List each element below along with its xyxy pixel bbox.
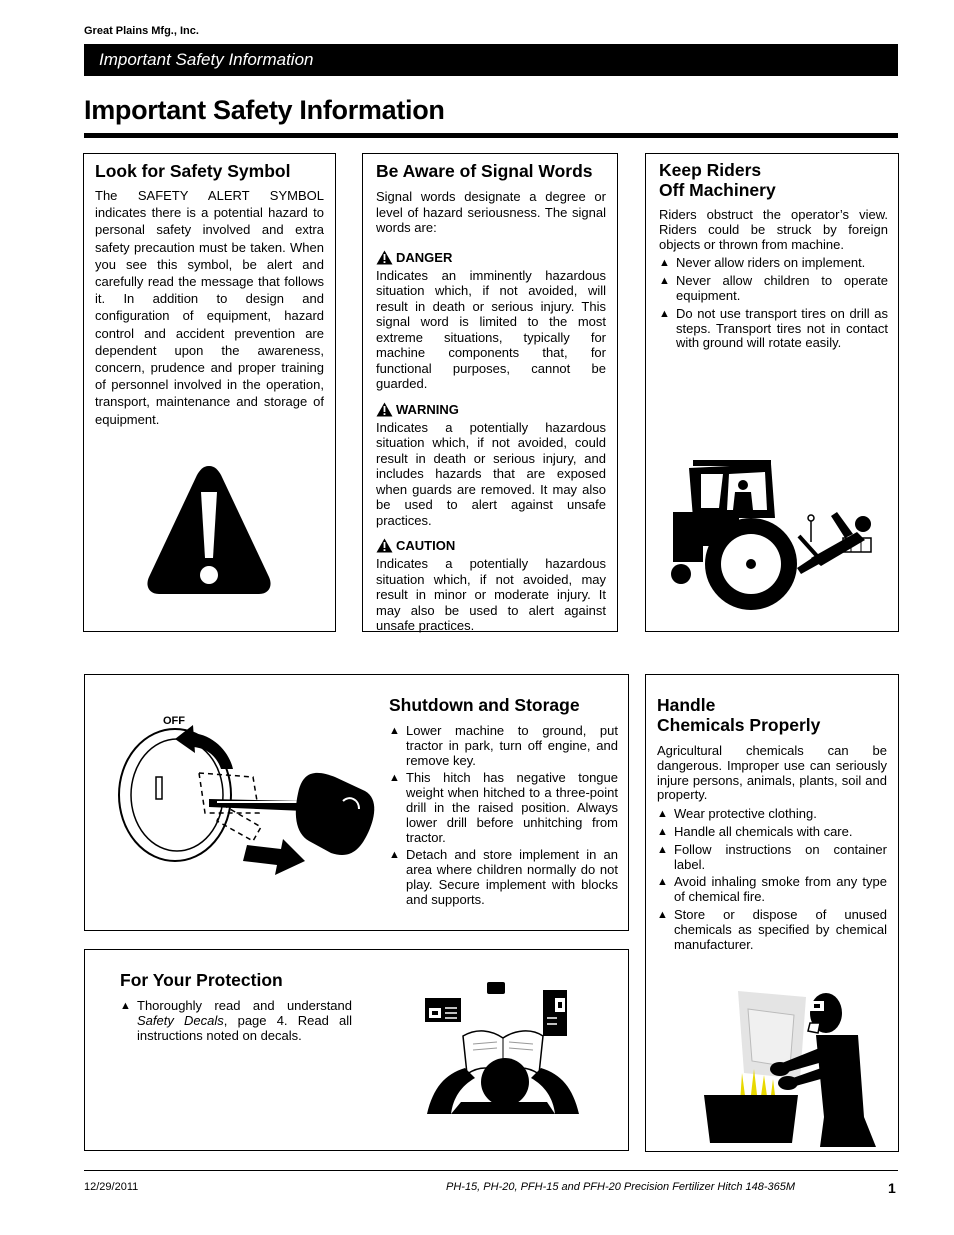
protection-text-before: Thoroughly read and understand bbox=[137, 998, 352, 1013]
chemical-handling-illustration bbox=[698, 987, 888, 1147]
section-header-bar bbox=[84, 44, 898, 76]
chemicals-bullet: ▲ Avoid inhaling smoke from any type of chemical fire. bbox=[657, 875, 887, 905]
signal-words-box bbox=[362, 153, 618, 632]
safety-symbol-body: The SAFETY ALERT SYMBOL indicates there is a potential hazard to personal safety involved and extra safety precaution must be taken. When you see this symbol, be alert and carefully read the message that follows it. In addition to design and configuration of equipment, hazard control and accident prevention are dependent upon the awareness, concern, prudence and proper training of personnel involved in the operation, transport, maintenance and storage of equipment. bbox=[95, 188, 324, 427]
caution-label: CAUTION bbox=[396, 538, 456, 553]
protection-box bbox=[84, 949, 629, 1151]
warning-signal bbox=[376, 402, 606, 417]
danger-alert-icon bbox=[376, 250, 393, 265]
riders-bullet: ▲ Never allow riders on implement. bbox=[659, 256, 888, 271]
danger-text: Indicates an imminently hazardous situation which, if not avoided, will result in death or serious injury. This signal word is limited to the most extreme situations, typically for machine components that, for functional purposes, cannot be guarded. bbox=[376, 267, 606, 391]
shutdown-title: Shutdown and Storage bbox=[389, 695, 580, 715]
chemicals-bullets bbox=[657, 807, 887, 952]
shutdown-bullet: ▲ This hitch has negative tongue weight when hitched to a three-point drill in the raised position. Always lower drill before unhitching from tractor. bbox=[389, 771, 618, 845]
danger-signal bbox=[376, 250, 606, 265]
protection-title: For Your Protection bbox=[120, 970, 283, 990]
chemicals-bullet: ▲ Store or dispose of unused chemicals as specified by chemical manufacturer. bbox=[657, 908, 887, 952]
chemicals-title bbox=[657, 695, 887, 735]
shutdown-bullets bbox=[389, 724, 618, 908]
protection-text-after: , page 4. Read all instructions noted on decals. bbox=[137, 1012, 352, 1043]
reading-manual-illustration bbox=[421, 978, 581, 1120]
company-name: Great Plains Mfg., Inc. bbox=[84, 25, 199, 37]
riders-title bbox=[659, 160, 888, 200]
caution-text: Indicates a potentially hazardous situation which, if not avoided, may result in minor or moderate injury. It may also be used to alert against unsafe practices. bbox=[376, 556, 606, 633]
chemicals-box bbox=[645, 674, 899, 1152]
page-title: Important Safety Information bbox=[84, 95, 445, 125]
footer-document-title: PH-15, PH-20, PFH-15 and PFH-20 Precision Fertilizer Hitch 148-365M bbox=[446, 1181, 796, 1193]
shutdown-bullet: ▲ Lower machine to ground, put tractor in park, turn off engine, and remove key. bbox=[389, 724, 618, 768]
chemicals-body: Agricultural chemicals can be dangerous. Improper use can seriously injure persons, animals, plants, soil and property. bbox=[657, 743, 887, 803]
chemicals-bullet: ▲ Follow instructions on container label. bbox=[657, 843, 887, 873]
safety-alert-icon bbox=[143, 462, 275, 598]
caution-alert-icon bbox=[376, 538, 393, 553]
warning-text: Indicates a potentially hazardous situation which, if not avoided, could result in death or serious injury, and includes hazards that are exposed when guards are removed. It may also be used to alert against unsafe practices. bbox=[376, 419, 606, 528]
caution-signal bbox=[376, 538, 606, 553]
footer-date: 12/29/2011 bbox=[84, 1181, 139, 1193]
tractor-rider-illustration bbox=[671, 456, 881, 616]
warning-alert-icon bbox=[376, 402, 393, 417]
shutdown-box bbox=[84, 674, 629, 931]
riders-bullets bbox=[659, 256, 888, 351]
riders-bullet: ▲ Never allow children to operate equipment. bbox=[659, 274, 888, 304]
safety-symbol-box bbox=[83, 153, 336, 632]
chemicals-title-line1: Handle bbox=[657, 695, 716, 715]
signal-words-title: Be Aware of Signal Words bbox=[376, 161, 593, 181]
signal-words-intro: Signal words designate a degree or level of hazard seriousness. The signal words are: bbox=[376, 189, 606, 235]
safety-symbol-title: Look for Safety Symbol bbox=[95, 161, 291, 181]
riders-title-line2: Off Machinery bbox=[659, 180, 776, 200]
off-label: OFF bbox=[163, 715, 185, 727]
safety-decals-ref: Safety Decals bbox=[137, 1012, 224, 1028]
protection-bullet bbox=[120, 999, 352, 1043]
danger-label: DANGER bbox=[396, 249, 453, 265]
ignition-key-illustration bbox=[113, 717, 383, 877]
section-header-title: Important Safety Information bbox=[99, 50, 314, 69]
title-rule bbox=[84, 133, 898, 138]
page-number: 1 bbox=[888, 1180, 896, 1196]
riders-body: Riders obstruct the operator’s view. Riders could be struck by foreign objects or thrown from machine. bbox=[659, 207, 888, 252]
chemicals-title-line2: Chemicals Properly bbox=[657, 715, 821, 735]
riders-box bbox=[645, 153, 899, 632]
riders-title-line1: Keep Riders bbox=[659, 160, 762, 180]
chemicals-bullet: ▲ Handle all chemicals with care. bbox=[657, 825, 887, 840]
riders-bullet: ▲ Do not use transport tires on drill as steps. Transport tires not in contact with ground will rotate easily. bbox=[659, 307, 888, 351]
chemicals-bullet: ▲ Wear protective clothing. bbox=[657, 807, 887, 822]
protection-bullets bbox=[120, 999, 352, 1043]
footer-rule bbox=[84, 1170, 898, 1171]
warning-label: WARNING bbox=[396, 401, 459, 417]
shutdown-bullet: ▲ Detach and store implement in an area where children normally do not play. Secure implement with blocks and supports. bbox=[389, 848, 618, 907]
